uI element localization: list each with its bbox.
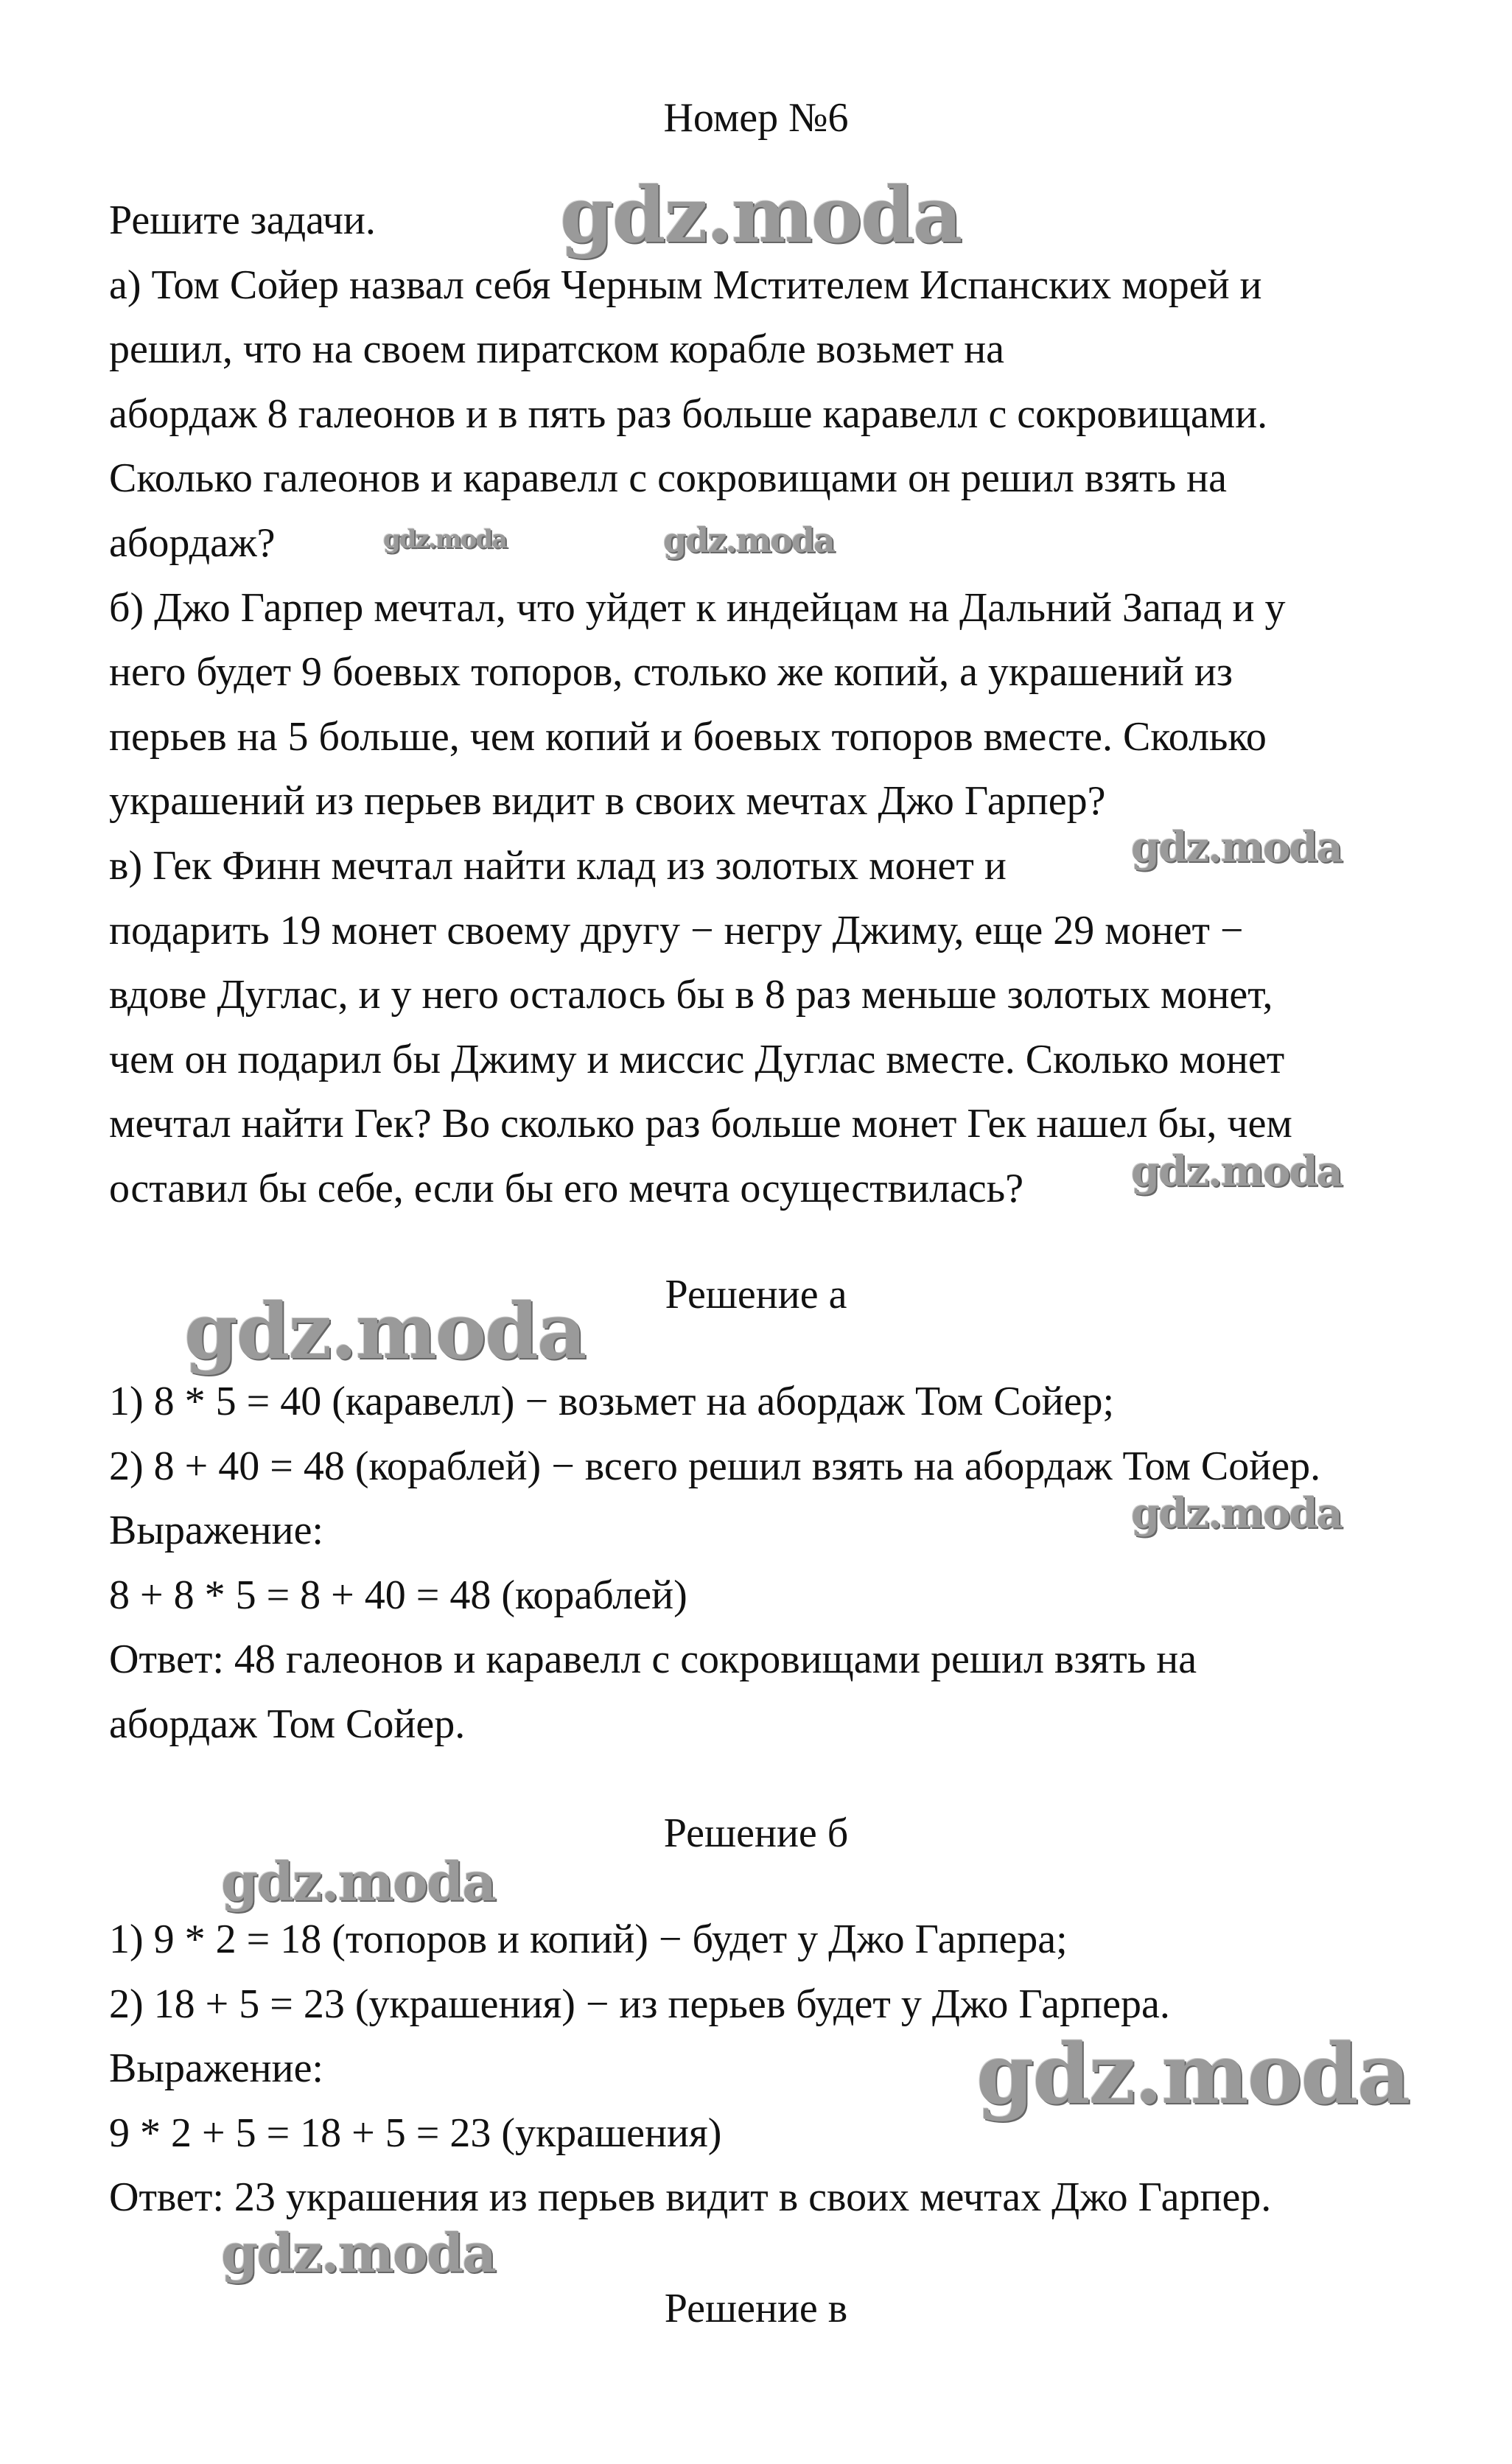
watermark: gdz.moda — [976, 2026, 1410, 2123]
text-line: 1) 9 * 2 = 18 (топоров и копий) − будет у Джо Гарпера; — [109, 1917, 1068, 1962]
text-line: подарить 19 монет своему другу − негру Джиму, еще 29 монет − — [109, 907, 1244, 953]
page-title: Номер №6 — [663, 95, 849, 141]
text-line: вдове Дуглас, и у него осталось бы в 8 раз меньше золотых монет, — [109, 972, 1273, 1018]
watermark: gdz.moda — [1131, 1147, 1342, 1196]
watermark: gdz.moda — [383, 525, 507, 554]
solution-b-heading: Решение б — [663, 1810, 849, 1856]
watermark: gdz.moda — [560, 169, 962, 260]
text-line: Ответ: 23 украшения из перьев видит в своих мечтах Джо Гарпер. — [109, 2174, 1272, 2221]
text-line: мечтал найти Гек? Во сколько раз больше монет Гек нашел бы, чем — [109, 1101, 1292, 1147]
text-line: 9 * 2 + 5 = 18 + 5 = 23 (украшения) — [109, 2110, 722, 2156]
text-line: перьев на 5 больше, чем копий и боевых топоров вместе. Сколько — [109, 713, 1267, 760]
watermark: gdz.moda — [663, 520, 834, 560]
solution-a-heading: Решение а — [665, 1272, 847, 1317]
text-line: решил, что на своем пиратском корабле возьмет на — [109, 326, 1005, 373]
text-line: б) Джо Гарпер мечтал, что уйдет к индейцам на Дальний Запад и у — [109, 584, 1286, 631]
text-line: Решите задачи. — [109, 197, 376, 243]
text-line: в) Гек Финн мечтал найти клад из золотых монет и — [109, 843, 1007, 889]
watermark: gdz.moda — [221, 1850, 495, 1913]
watermark: gdz.moda — [1131, 823, 1342, 872]
watermark: gdz.moda — [184, 1286, 586, 1376]
text-line: 2) 8 + 40 = 48 (кораблей) − всего решил взять на абордаж Том Сойер. — [109, 1443, 1321, 1489]
text-line: Сколько галеонов и каравелл с сокровищами он решил взять на — [109, 455, 1227, 502]
watermark: gdz.moda — [221, 2222, 495, 2284]
text-line: Ответ: 48 галеонов и каравелл с сокровищами решил взять на — [109, 1637, 1197, 1683]
text-line: оставил бы себе, если бы его мечта осуществилась? — [109, 1166, 1024, 1211]
text-line: 8 + 8 * 5 = 8 + 40 = 48 (кораблей) — [109, 1572, 687, 1618]
text-line: украшений из перьев видит в своих мечтах Джо Гарпер? — [109, 778, 1106, 825]
solution-c-heading: Решение в — [664, 2286, 848, 2331]
text-line: абордаж Том Сойер. — [109, 1701, 466, 1747]
text-line: 2) 18 + 5 = 23 (украшения) − из перьев будет у Джо Гарпера. — [109, 1981, 1170, 2027]
text-line: абордаж? — [109, 520, 276, 566]
text-line: Выражение: — [109, 1508, 323, 1554]
text-line: Выражение: — [109, 2045, 323, 2092]
watermark: gdz.moda — [1131, 1489, 1342, 1538]
text-line: абордаж 8 галеонов и в пять раз больше каравелл с сокровищами. — [109, 391, 1268, 437]
text-line: 1) 8 * 5 = 40 (каравелл) − возьмет на абордаж Том Сойер; — [109, 1379, 1115, 1424]
text-line: него будет 9 боевых топоров, столько же копий, а украшений из — [109, 649, 1233, 696]
text-line: а) Том Сойер назвал себя Черным Мстителем Испанских морей и — [109, 262, 1262, 308]
text-line: чем он подарил бы Джиму и миссис Дуглас вместе. Сколько монет — [109, 1036, 1285, 1082]
